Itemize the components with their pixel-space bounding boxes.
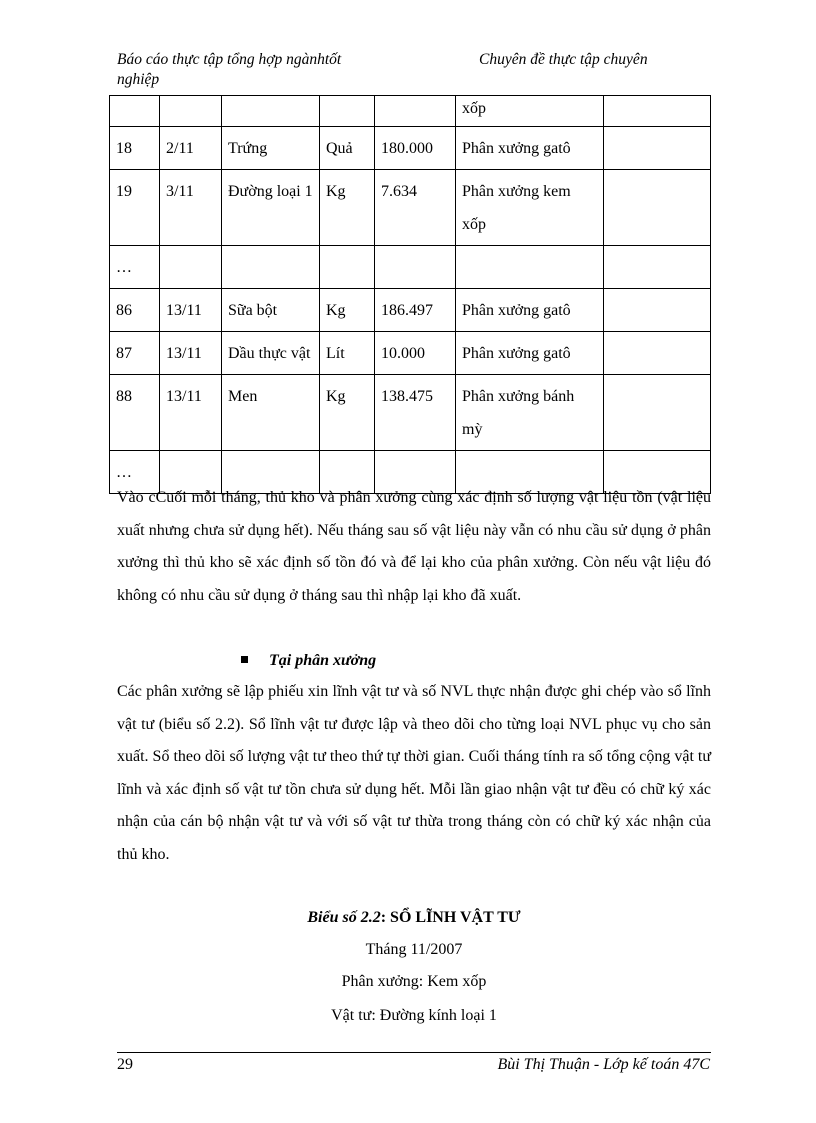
page-number: 29 [117,1056,133,1073]
table-cell [456,246,604,289]
table-cell: Trứng [222,127,320,170]
table-cell: Phân xưởng gatô [456,332,604,375]
square-bullet-icon [241,656,248,663]
table-cell: Kg [320,170,375,246]
table-cell [604,96,711,127]
table-cell [375,246,456,289]
form-title [117,902,711,934]
table-cell: Kg [320,289,375,332]
table-cell: Dầu thực vật [222,332,320,375]
materials-table [109,95,711,494]
table-cell: Đường loại 1 [222,170,320,246]
table-cell: xốp [456,96,604,127]
table-cell [222,246,320,289]
table-cell: 19 [110,170,160,246]
footer-author: Bùi Thị Thuận - Lớp kế toán 47C [497,1056,710,1073]
table-cell [375,96,456,127]
table-cell: … [110,451,160,494]
table-cell: Phân xưởng kem xốp [456,170,604,246]
table-cell [160,96,222,127]
table-row [110,127,711,170]
table-cell [604,246,711,289]
table-cell: Phân xưởng gatô [456,127,604,170]
table-cell: 3/11 [160,170,222,246]
table-cell: Kg [320,375,375,451]
table-cell: 138.475 [375,375,456,451]
table-cell [604,127,711,170]
footer-divider [117,1052,711,1053]
table-cell: 180.000 [375,127,456,170]
table-row [110,246,711,289]
section-heading-text: Tại phân xưởng [269,652,377,669]
table-cell: 86 [110,289,160,332]
table-row [110,375,711,451]
table-cell [160,246,222,289]
table-cell [604,332,711,375]
table-cell: 18 [110,127,160,170]
table-cell: 87 [110,332,160,375]
table-cell: 13/11 [160,332,222,375]
table-row [110,332,711,375]
table-cell [320,246,375,289]
table-cell: Men [222,375,320,451]
paragraph-closing-inventory: Vào cCuối mỗi tháng, thủ kho và phân xưởng cùng xác định số lượng vật liệu tồn (vật liệu xuất nhưng chưa sử dụng hết). Nếu tháng sau số vật liệu này vẫn có nhu cầu sử dụng ở phân xưởng thì thủ kho sẽ xác định số tồn đó và để lại kho của phân xưởng. Còn nếu vật liệu đó không có nhu cầu sử dụng ở tháng sau thì nhập lại kho đã xuất. [117,489,711,604]
table-cell [604,289,711,332]
paragraph-workshop: Các phân xưởng sẽ lập phiếu xin lĩnh vật tư và số NVL thực nhận được ghi chép vào sổ lĩnh vật tư (biểu số 2.2). Sổ lĩnh vật tư được lập và theo dõi cho từng loại NVL phục vụ cho sản xuất. Sổ theo dõi số lượng vật tư theo thứ tự thời gian. Cuối tháng tính ra số tổng cộng vật tư lĩnh và xác định số vật tư tồn chưa sử dụng hết. Mỗi lần giao nhận vật tư đều có chữ ký xác nhận của cán bộ nhận vật tư và với số vật tư thừa trong tháng còn có chữ ký xác nhận của thủ kho. [117,683,712,863]
table-cell: Phân xưởng gatô [456,289,604,332]
table-row [110,289,711,332]
form-title-text: : SỔ LĨNH VẬT TƯ [380,909,521,926]
section-heading [241,645,376,677]
table-cell: 7.634 [375,170,456,246]
header-left: Báo cáo thực tập tổng hợp ngànhtốt nghiệp [117,51,342,88]
table-cell: 88 [110,375,160,451]
form-material: Vật tư: Đường kính loại 1 [331,1007,497,1024]
header-right: Chuyên đề thực tập chuyên [479,51,648,68]
table-cell: Sữa bột [222,289,320,332]
table-cell [222,96,320,127]
table-cell: Phân xưởng bánh mỳ [456,375,604,451]
table-cell [320,96,375,127]
table-cell: 186.497 [375,289,456,332]
table-cell: 13/11 [160,289,222,332]
table-cell: 10.000 [375,332,456,375]
table-cell [604,170,711,246]
table-row [110,170,711,246]
table-cell [604,375,711,451]
table-cell [110,96,160,127]
table-cell: Quả [320,127,375,170]
form-label: Biểu số 2.2 [307,909,381,926]
table-cell: … [110,246,160,289]
form-month: Tháng 11/2007 [365,941,463,958]
table-cell: Lít [320,332,375,375]
table-cell: 2/11 [160,127,222,170]
table-row [110,96,711,127]
table-cell: 13/11 [160,375,222,451]
form-workshop: Phân xưởng: Kem xốp [341,973,487,990]
